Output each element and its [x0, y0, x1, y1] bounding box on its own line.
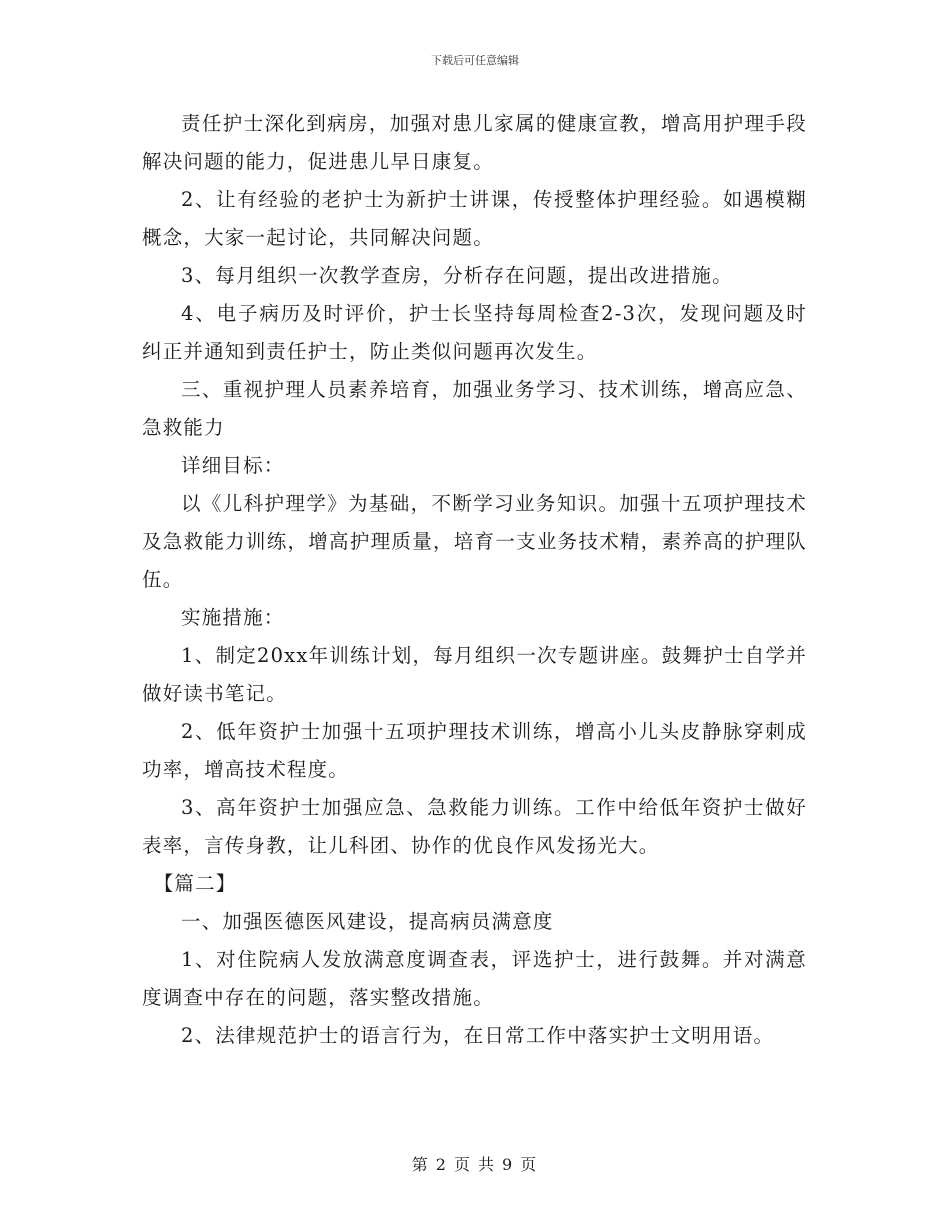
paragraph: 4、电子病历及时评价，护士长坚持每周检查2-3次，发现问题及时纠正并通知到责任护士，防止类似问题再次发生。: [142, 302, 807, 363]
paragraph: 责任护士深化到病房，加强对患儿家属的健康宣教，增高用护理手段解决问题的能力，促进患儿早日康复。: [142, 112, 807, 173]
paragraph: 2、让有经验的老护士为新护士讲课，传授整体护理经验。如遇模糊概念，大家一起讨论，共同解决问题。: [142, 188, 807, 249]
page-number: [0, 1152, 950, 1175]
page-mid: 页: [453, 1155, 472, 1174]
paragraph: 1、对住院病人发放满意度调查表，评选护士，进行鼓舞。并对满意度调查中存在的问题，落实整改措施。: [142, 948, 807, 1009]
page-total-label: 共: [478, 1155, 497, 1174]
page-current: 2: [435, 1155, 448, 1174]
paragraph: 2、低年资护士加强十五项护理技术训练，增高小儿头皮静脉穿刺成功率，增高技术程度。: [142, 720, 807, 781]
page-prefix: 第: [411, 1155, 430, 1174]
section-heading: 三、重视护理人员素养培育，加强业务学习、技术训练，增高应急、急救能力: [142, 378, 807, 439]
part-heading: 【篇二】: [153, 872, 237, 895]
page-suffix: 页: [520, 1155, 539, 1174]
section-heading: 一、加强医德医风建设，提高病员满意度: [181, 910, 554, 933]
page-header-note: 下载后可任意编辑: [431, 54, 519, 67]
page-total: 9: [502, 1155, 515, 1174]
paragraph: 3、高年资护士加强应急、急救能力训练。工作中给低年资护士做好表率，言传身教，让儿科团、协作的优良作风发扬光大。: [142, 796, 807, 857]
paragraph: 2、法律规范护士的语言行为，在日常工作中落实护士文明用语。: [181, 1024, 775, 1047]
subheading-goals: 详细目标：: [181, 454, 285, 477]
paragraph: 3、每月组织一次教学查房，分析存在问题，提出改进措施。: [181, 264, 733, 287]
document-body: [142, 105, 807, 1055]
paragraph: 以《儿科护理学》为基础，不断学习业务知识。加强十五项护理技术及急救能力训练，增高护理质量，培育一支业务技术精，素养高的护理队伍。: [142, 492, 807, 591]
subheading-measures: 实施措施：: [181, 606, 285, 629]
paragraph: 1、制定20xx年训练计划，每月组织一次专题讲座。鼓舞护士自学并做好读书笔记。: [142, 644, 807, 705]
